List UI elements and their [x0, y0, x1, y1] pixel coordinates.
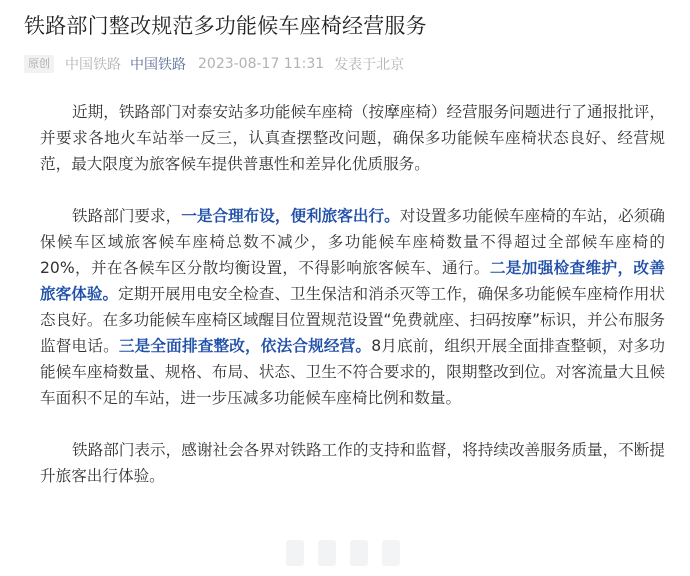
article-meta [24, 53, 404, 75]
original-badge: 原创 [24, 55, 54, 73]
paragraph-requirements [40, 203, 665, 411]
watermark-glyph [382, 540, 400, 566]
article-title: 铁路部门整改规范多功能候车座椅经营服务 [24, 14, 427, 38]
paragraph-text: 定期开展用电安全检查、卫生保洁和消杀灭等工作，确保多功能候车座椅作用状态良好。在多功能候车座椅区域醒目位置规范设置“免费就座、扫码按摩”标识，并公布服务监督电话。 [40, 285, 665, 355]
paragraph-text: 铁路部门表示，感谢社会各界对铁路工作的支持和监督，将持续改善服务质量，不断提升旅客出行体验。 [40, 441, 665, 485]
watermark-glyph [318, 540, 336, 566]
watermark-glyph [286, 540, 304, 566]
faint-watermark [286, 540, 408, 570]
watermark-glyph [350, 540, 368, 566]
paragraph-intro [40, 99, 665, 177]
highlight-point-1: 一是合理布设，便利旅客出行。 [181, 207, 400, 225]
account-link[interactable]: 中国铁路 [130, 57, 186, 73]
paragraph-text: 对设置多功能候车座椅的车站，必须确保候车区域旅客候车座椅总数不减少，多功能候车座椅数量不得超过全部候车座椅的20%，并在各候车区分散均衡设置，不得影响旅客候车、通行。 [40, 207, 665, 277]
author-name: 中国铁路 [65, 57, 121, 73]
article-body [40, 99, 665, 489]
paragraph-closing [40, 437, 665, 489]
paragraph-text: 近期，铁路部门对泰安站多功能候车座椅（按摩座椅）经营服务问题进行了通报批评，并要求各地火车站举一反三，认真查摆整改问题，确保多功能候车座椅状态良好、经营规范，最大限度为旅客候车提供普惠性和差异化优质服务。 [40, 103, 665, 173]
paragraph-text: 铁路部门要求， [72, 207, 182, 225]
publish-date: 2023-08-17 11:31 [198, 56, 325, 72]
highlight-point-2: 二是加强检查维护，改善旅客体验。 [40, 259, 665, 303]
publish-location: 发表于北京 [334, 57, 405, 73]
highlight-point-3: 三是全面排查整改，依法合规经营。 [118, 337, 372, 355]
paragraph-text: 8月底前，组织开展全面排查整顿，对多功能候车座椅数量、规格、布局、状态、卫生不符合要求的，限期整改到位。对客流量大且候车面积不足的车站，进一步压减多功能候车座椅比例和数量。 [40, 337, 665, 407]
